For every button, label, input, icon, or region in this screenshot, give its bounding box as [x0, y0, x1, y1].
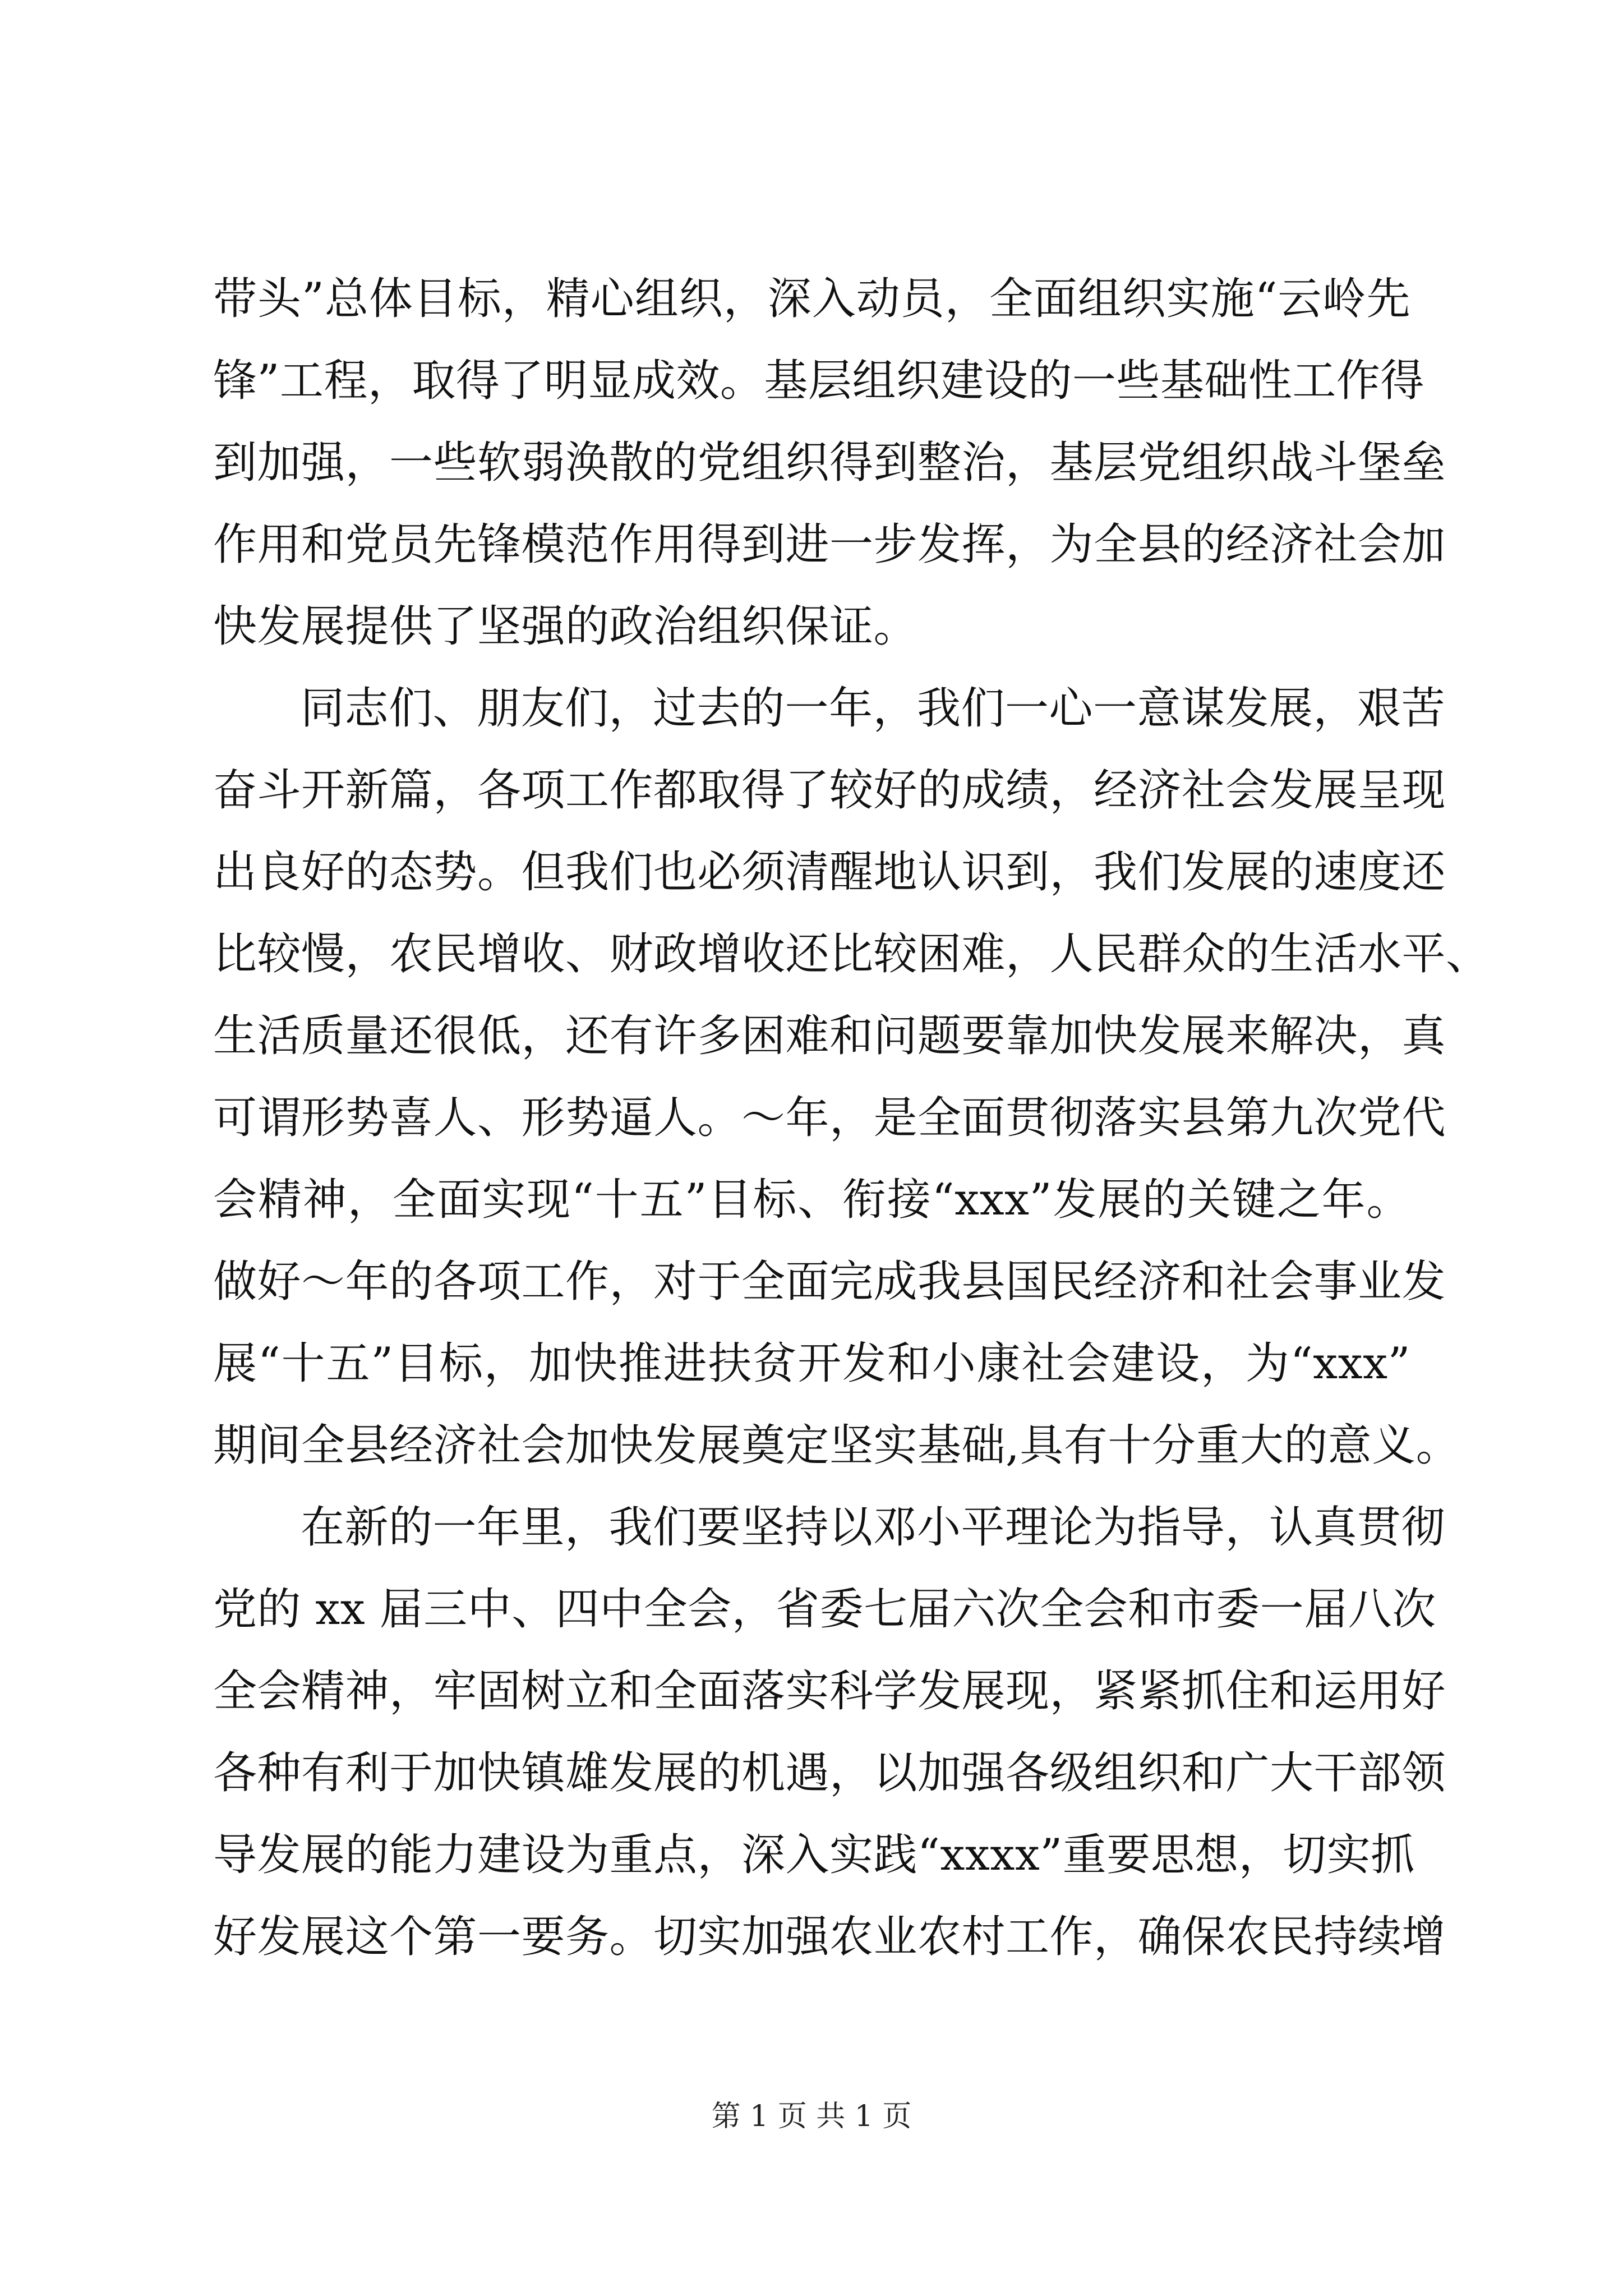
page-footer: 第 1 页 共 1 页	[711, 2100, 912, 2133]
text-line: 做好～年的各项工作，对于全面完成我县国民经济和社会事业发	[213, 1257, 1446, 1307]
text-line: 到加强，一些软弱涣散的党组织得到整治，基层党组织战斗堡垒	[213, 438, 1446, 488]
text-line: 党的 xx 届三中、四中全会，省委七届六次全会和市委一届八次	[213, 1584, 1436, 1635]
text-line-paragraph-start: 在新的一年里，我们要坚持以邓小平理论为指导，认真贯彻	[301, 1502, 1446, 1553]
text-line: 可谓形势喜人、形势逼人。～年，是全面贯彻落实县第九次党代	[213, 1093, 1446, 1143]
text-line: 全会精神，牢固树立和全面落实科学发展现，紧紧抓住和运用好	[213, 1666, 1446, 1717]
text-line-paragraph-end: 期间全县经济社会加快发展奠定坚实基础,具有十分重大的意义。	[213, 1420, 1460, 1471]
text-line-paragraph-start: 同志们、朋友们，过去的一年，我们一心一意谋发展，艰苦	[301, 683, 1446, 734]
text-line: 各种有利于加快镇雄发展的机遇，以加强各级组织和广大干部领	[213, 1748, 1446, 1798]
document-body	[213, 258, 1490, 1978]
text-line: 锋”工程，取得了明显成效。基层组织建设的一些基础性工作得	[213, 356, 1424, 406]
text-line: 好发展这个第一要务。切实加强农业农村工作，确保农民持续增	[213, 1912, 1446, 1962]
text-line: 生活质量还很低，还有许多困难和问题要靠加快发展来解决，真	[213, 1011, 1446, 1061]
text-line: 比较慢，农民增收、财政增收还比较困难，人民群众的生活水平、	[213, 929, 1490, 979]
text-line: 奋斗开新篇，各项工作都取得了较好的成绩，经济社会发展呈现	[213, 765, 1446, 816]
text-line-paragraph-end: 快发展提供了坚强的政治组织保证。	[213, 601, 918, 652]
text-line: 带头”总体目标，精心组织，深入动员，全面组织实施“云岭先	[213, 274, 1410, 324]
text-line: 会精神，全面实现“十五”目标、衔接“xxx”发展的关键之年。	[213, 1175, 1410, 1225]
text-line: 出良好的态势。但我们也必须清醒地认识到，我们发展的速度还	[213, 847, 1446, 898]
text-line: 作用和党员先锋模范作用得到进一步发挥，为全县的经济社会加	[213, 519, 1446, 570]
text-line: 导发展的能力建设为重点，深入实践“xxxx”重要思想，切实抓	[213, 1830, 1415, 1880]
text-line: 展“十五”目标，加快推进扶贫开发和小康社会建设，为“xxx”	[213, 1338, 1410, 1389]
